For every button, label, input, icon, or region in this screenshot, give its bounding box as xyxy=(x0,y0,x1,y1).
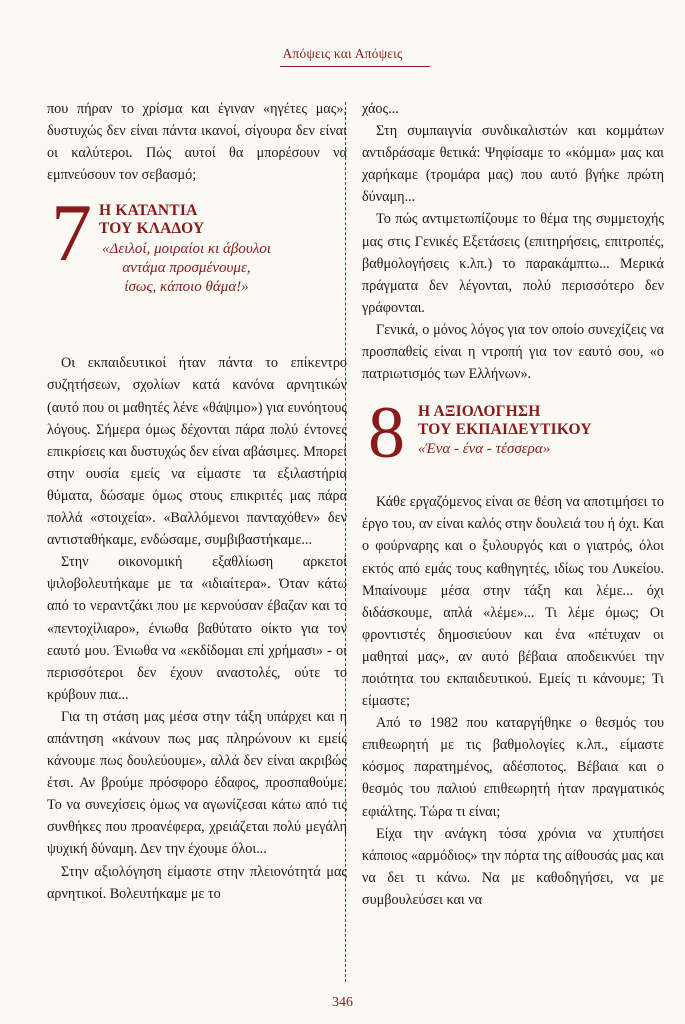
section-8-heading xyxy=(362,392,664,475)
section-7-title-line1: Η ΚΑΤΑΝΤΙΑ xyxy=(99,202,198,220)
left-paragraph-3: Για τη στάση μας μέσα στην τάξη υπάρχει και η απάντηση «κάνουν πως μας πληρώνουν κι εμείς κάνουμε πως δουλεύουμε», αλλά δεν είναι ακριβώς έτσι. Αν βρούμε πρόσφορο έδαφος, προσπαθούμε. Το να συνεχίσεις όμως να αγωνίζεσαι κάτω από τις συνθήκες που προανέφερα, χρειάζεται πολύ μεγάλη ψυχική δύναμη. Δεν την έχουμε όλοι... xyxy=(47,708,347,858)
section-7-title-line2: ΤΟΥ ΚΛΑΔΟΥ xyxy=(99,220,205,238)
left-paragraph-1: Οι εκπαιδευτικοί ήταν πάντα το επίκεντρο συζητήσεων, σχολίων κατά κανόνα αρνητικών (αυτό που οι μαθητές λένε «θάψιμο») για ευνόητους λόγους. Σήμερα όμως δέχονται πάρα πολύ έντονες επικρίσεις και δυστυχώς δεν είναι αβάσιμες. Μπορεί στην ουσία εμείς να είμαστε τα εξιλαστήρια θύματα, δώσαμε όμως στους επικριτές μας πάρα πολλά «στοιχεία». «Βαλλόμενοι πανταχόθεν» δεν αντισταθήκαμε, ενδώσαμε, συμβιβαστήκαμε... xyxy=(47,355,347,549)
section-7-heading xyxy=(47,187,347,332)
header-underline xyxy=(280,66,430,67)
page-number: 346 xyxy=(332,995,353,1010)
section-8-title xyxy=(418,403,592,439)
right-paragraph-1: Στη συμπαιγνία συνδικαλιστών και κομμάτων αντιδράσαμε θετικά: Ψηφίσαμε το «κόμμα» μας και χαρήκαμε (τρομάρα μας) που αυτό βγήκε πρώτη δύναμη... xyxy=(362,123,664,206)
right-continuation: χάος... xyxy=(362,101,399,117)
right-paragraph-2: Το πώς αντιμετωπίζουμε το θέμα της συμμετοχής μας στις Γενικές Εξετάσεις (επιτηρήσεις, επιτροπές, βαθμολογήσεις κ.λπ.) το παρακάμπτω... Μερικά πράγματα δεν λέγονται, πολύ περισσότερο δεν γράφονται. xyxy=(362,211,664,316)
left-column xyxy=(47,98,347,905)
left-intro-paragraph: που πήραν το χρίσμα και έγιναν «ηγέτες μας», δυστυχώς δεν είναι πάντα ικανοί, σίγουρα δεν είναι οι καλύτεροι. Πώς αυτοί θα μπορέσουν να εμπνεύσουν τον σεβασμό; xyxy=(47,101,347,184)
section-7-subtitle-line3: ίσως, κάποιο θάμα!» xyxy=(124,279,249,296)
section-8-subtitle: «Ένα - ένα - τέσσερα» xyxy=(418,441,551,458)
section-7-title xyxy=(99,202,204,238)
section-7-subtitle xyxy=(99,240,274,297)
page-header: Απόψεις και Απόψεις xyxy=(282,46,403,61)
right-paragraph-3: Γενικά, ο μόνος λόγος για τον οποίο συνεχίζεις να προσπαθείς είναι η ντροπή για τον εαυτό σου, «ο πατριωτισμός των Ελλήνων». xyxy=(362,321,664,383)
right-paragraph-5: Από το 1982 που καταργήθηκε ο θεσμός του επιθεωρητή με τις βαθμολογίες κ.λπ., είμαστε κόσμος παρατημένος, αδέσποτος. Βέβαια και ο θεσμός του παλιού επιθεωρητή ήταν πραγματικός εφιάλτης. Τώρα τι είναι; xyxy=(362,715,664,820)
right-column xyxy=(362,98,664,911)
section-7-number: 7 xyxy=(51,187,92,279)
section-7-subtitle-line1: «Δειλοί, μοιραίοι κι άβουλοι xyxy=(102,241,271,258)
right-paragraph-4: Κάθε εργαζόμενος είναι σε θέση να αποτιμήσει το έργο του, αν είναι καλός στην δουλειά του ή όχι. Και ο φούρναρης και ο ξυλουργός και ο γιατρός, όλοι εκτός από εμάς τους καθηγητές, ιδίως του Λυκείου. Μπαίνουμε μέσα στην τάξη και λέμε... όχι διδάσκουμε, απλά «λέμε»... Τι λέμε όμως; Οι φροντιστές δημοσιεύουν και ένα «πέτυχαν οι μαθηταί μας», αν αυτό βέβαια αποδεικνύει την ποιότητα του εκπαιδευτικού. Εμείς τι κάνουμε; Τι είμαστε; xyxy=(362,494,664,710)
section-8-title-line1: Η ΑΞΙΟΛΟΓΗΣΗ xyxy=(418,403,541,421)
section-8-title-line2: ΤΟΥ ΕΚΠΑΙΔΕΥΤΙΚΟΥ xyxy=(418,421,592,439)
left-paragraph-2: Στην οικονομική εξαθλίωση αρκετοί ψιλοβολευτήκαμε με τα «ιδιαίτερα». Όταν κάτω από το νεραντζάκι που με κερνούσαν έβαζαν και το «πεντοχίλιαρο», ένιωθα βαθύτατο οίκτο για τον εαυτό μου. Ένιωθα να «εκδίδομαι επί χρήμασι» - οι περισσότεροι δεν έχουν αναστολές, ούτε το κρύβουν πια... xyxy=(47,554,347,703)
left-paragraph-4: Στην αξιολόγηση είμαστε στην πλειονότητά μας αρνητικοί. Βολευτήκαμε με το xyxy=(47,863,347,902)
section-8-number: 8 xyxy=(368,392,405,475)
right-paragraph-6: Είχα την ανάγκη τόσα χρόνια να χτυπήσει κάποιος «αρμόδιος» την πόρτα της αίθουσάς μας και να δει τι κάνω. Να με καθοδηγήσει, να με συμβουλεύσει και να xyxy=(362,825,664,908)
section-7-subtitle-line2: αντάμα προσμένουμε, xyxy=(122,260,251,277)
